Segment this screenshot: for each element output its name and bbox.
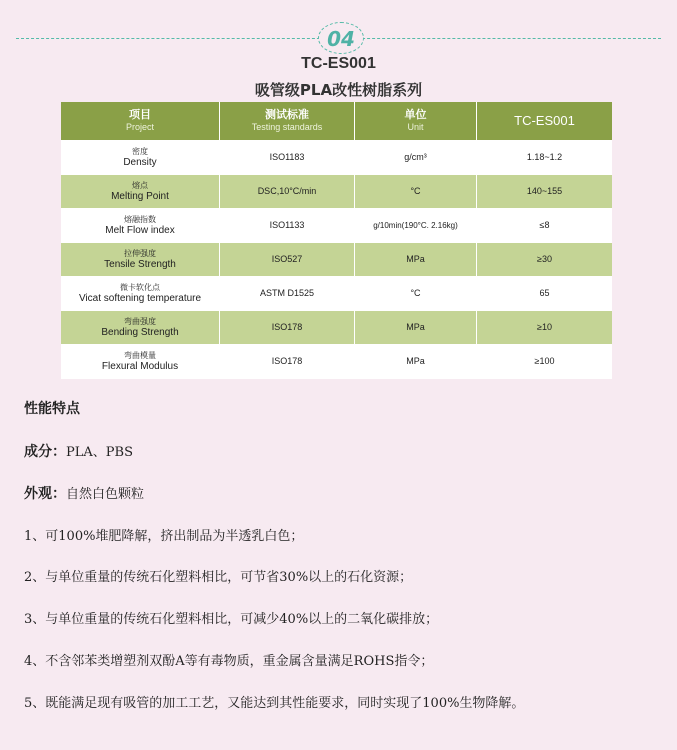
- features-heading: 性能特点: [24, 401, 80, 417]
- table-header-row: [61, 102, 612, 140]
- table-row: 拉伸强度 Tensile Strength ISO527 MPa ≥30: [61, 242, 612, 276]
- table-row: 弯曲模量 Flexural Modulus ISO178 MPa ≥100: [61, 344, 612, 378]
- feature-point-5: 5、既能满足现有吸管的加工工艺，又能达到其性能要求，同时实现了100%生物降解。: [24, 696, 525, 711]
- feature-point-3: 3、与单位重量的传统石化塑料相比，可减少40%以上的二氧化碳排放；: [24, 612, 439, 627]
- product-series-title: 吸管级PLA改性树脂系列: [254, 81, 423, 99]
- product-model-title: TC-ES001: [301, 55, 376, 72]
- section-badge: [0, 22, 677, 52]
- header-model: TC-ES001: [514, 112, 575, 128]
- table-row: 弯曲强度 Bending Strength ISO178 MPa ≥10: [61, 310, 612, 344]
- appearance-line: [24, 483, 144, 503]
- feature-point-1: 1、可100%堆肥降解，挤出制品为半透乳白色；: [24, 529, 304, 544]
- table-row: 微卡软化点 Vicat softening temperature ASTM D1525 °C 65: [61, 276, 612, 310]
- table-row: 密度 Density ISO1183 g/cm³ 1.18~1.2: [61, 140, 612, 174]
- feature-point-4: 4、不含邻苯类增塑剂双酚A等有毒物质，重金属含量满足ROHS指令；: [24, 654, 434, 669]
- table-row: 熔点 Melting Point DSC,10°C/min °C 140~155: [61, 174, 612, 208]
- feature-point-2: 2、与单位重量的传统石化塑料相比，可节省30%以上的石化资源；: [24, 570, 413, 585]
- badge-number: 04: [327, 27, 355, 51]
- spec-table: [61, 102, 612, 379]
- header-project: 项目 Project: [61, 102, 220, 140]
- header-unit: 单位 Unit: [355, 102, 477, 140]
- composition-label: 成分：: [24, 444, 66, 460]
- header-standard: 测试标准 Testing standards: [220, 102, 355, 140]
- appearance-label: 外观：: [24, 486, 66, 502]
- composition-value: PLA、PBS: [66, 445, 133, 460]
- composition-line: [24, 441, 133, 461]
- badge-circle: [318, 22, 364, 54]
- table-row: 熔融指数 Melt Flow index ISO1133 g/10min(190°C. 2.16kg) ≤8: [61, 208, 612, 242]
- appearance-value: 自然白色颗粒: [66, 487, 145, 502]
